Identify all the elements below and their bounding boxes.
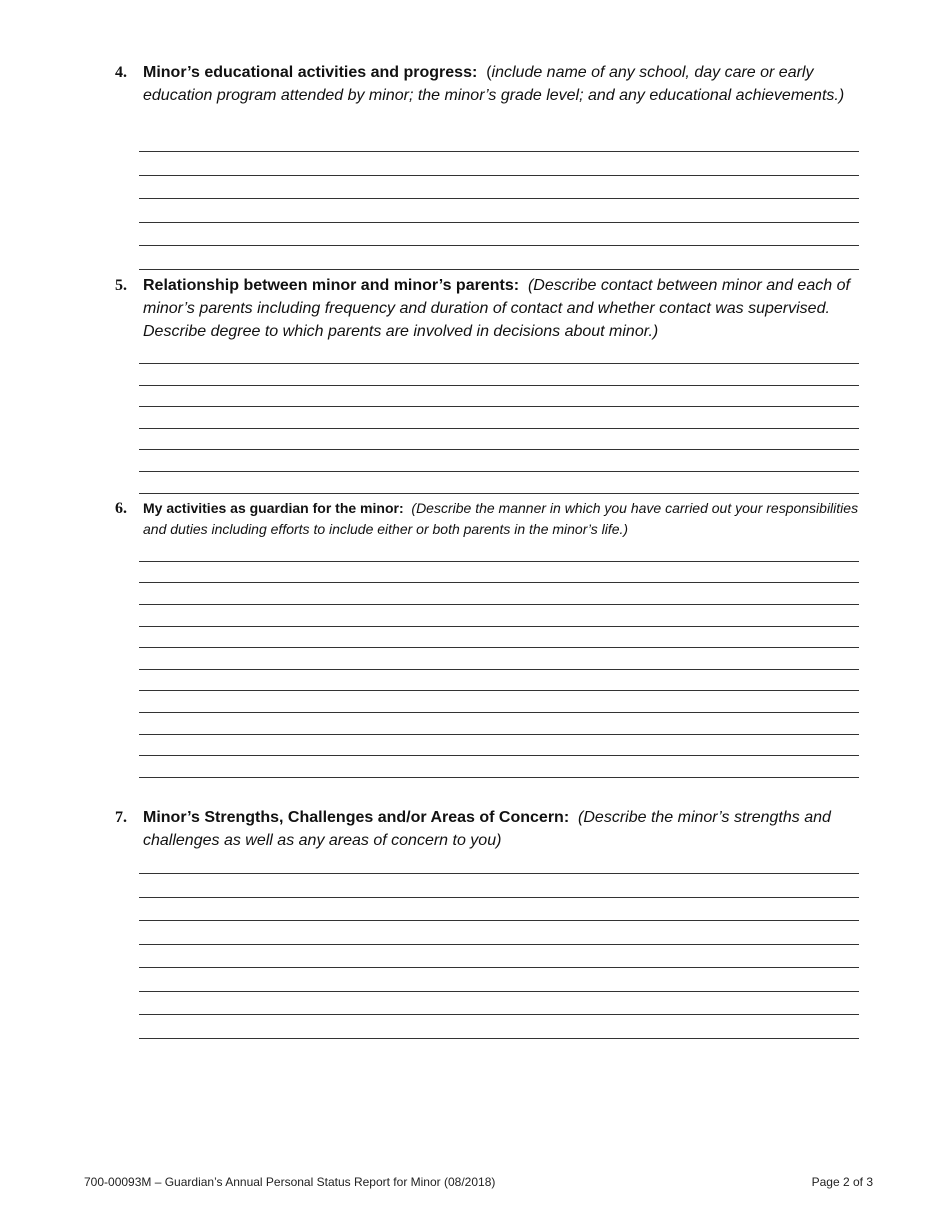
answer-line[interactable] <box>139 967 859 968</box>
answer-line[interactable] <box>139 920 859 921</box>
footer-form-title: 700-00093M – Guardian’s Annual Personal Status Report for Minor (08/2018) <box>84 1175 496 1189</box>
answer-line[interactable] <box>139 151 859 152</box>
answer-line[interactable] <box>139 604 859 605</box>
question-number: 6. <box>115 500 127 517</box>
open-paren: ( <box>486 64 492 81</box>
answer-line[interactable] <box>139 991 859 992</box>
answer-line[interactable] <box>139 428 859 429</box>
answer-line[interactable] <box>139 626 859 627</box>
question-instruction: (Describe the manner in which you have carried out your responsibilities and duties including efforts to include either or both parents in the minor’s life.) <box>143 500 859 537</box>
answer-line[interactable] <box>139 245 859 246</box>
answer-line[interactable] <box>139 222 859 223</box>
answer-line[interactable] <box>139 582 859 583</box>
question-6 <box>115 498 860 540</box>
answer-line[interactable] <box>139 1038 859 1039</box>
answer-line[interactable] <box>139 944 859 945</box>
answer-line[interactable] <box>139 777 859 778</box>
answer-line[interactable] <box>139 690 859 691</box>
answer-line[interactable] <box>139 561 859 562</box>
question-5 <box>115 274 860 343</box>
answer-line[interactable] <box>139 647 859 648</box>
answer-line[interactable] <box>139 712 859 713</box>
question-title: Relationship between minor and minor’s parents: <box>143 277 520 294</box>
answer-line[interactable] <box>139 449 859 450</box>
footer-page-number: Page 2 of 3 <box>811 1175 873 1189</box>
answer-line[interactable] <box>139 755 859 756</box>
question-number: 4. <box>115 64 127 81</box>
answer-line[interactable] <box>139 175 859 176</box>
question-instruction: include name of any school, day care or early education program attended by minor; the minor’s grade level; and any educational achievements.) <box>143 64 845 104</box>
question-number: 7. <box>115 809 127 826</box>
answer-line[interactable] <box>139 897 859 898</box>
answer-line[interactable] <box>139 269 859 270</box>
question-title: Minor’s educational activities and progress: <box>143 64 478 81</box>
question-title: My activities as guardian for the minor: <box>143 500 404 516</box>
question-number: 5. <box>115 277 127 294</box>
answer-line[interactable] <box>139 873 859 874</box>
answer-line[interactable] <box>139 734 859 735</box>
answer-line[interactable] <box>139 385 859 386</box>
answer-line[interactable] <box>139 1014 859 1015</box>
question-title: Minor’s Strengths, Challenges and/or Areas of Concern: <box>143 809 570 826</box>
question-instruction: (Describe contact between minor and each of minor’s parents including frequency and duration of contact and whether contact was supervised. Describe degree to which parents are involved in decisions about minor.) <box>143 277 850 340</box>
answer-line[interactable] <box>139 363 859 364</box>
question-4 <box>115 61 860 107</box>
answer-line[interactable] <box>139 406 859 407</box>
question-7 <box>115 806 860 852</box>
answer-line[interactable] <box>139 471 859 472</box>
question-instruction: (Describe the minor’s strengths and challenges as well as any areas of concern to you) <box>143 809 831 849</box>
answer-line[interactable] <box>139 669 859 670</box>
answer-line[interactable] <box>139 198 859 199</box>
answer-line[interactable] <box>139 493 859 494</box>
